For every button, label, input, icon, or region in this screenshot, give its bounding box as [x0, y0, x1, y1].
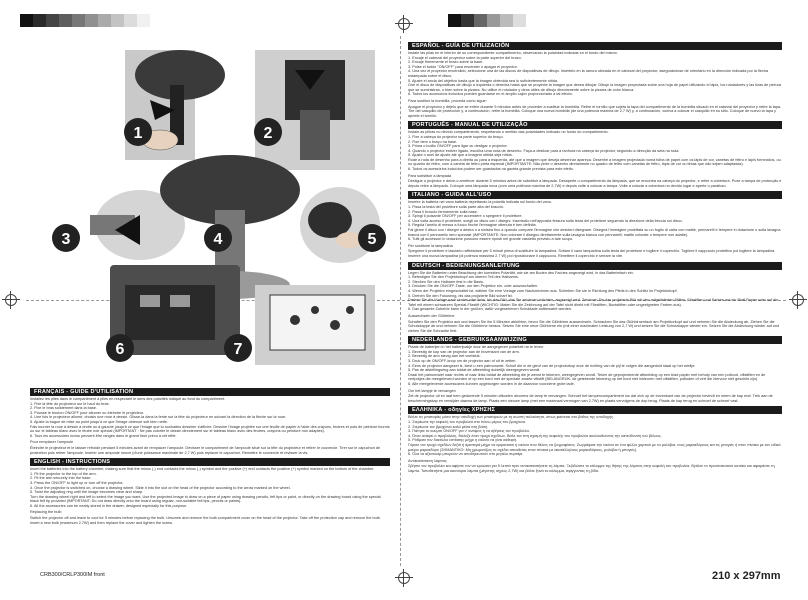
bulb-paragraph: Σβήστε τον προβολέα και αφήστε τον να κρυώσει για 5 λεπτά πριν αντικαταστήσετε τη λάμπα. Ξεβιδώστε το κάλυμμα της θήκης της λάμπας στην κεφαλή του προβολέα. Βγάλτε το προστατευτικό καπάκι και αφαιρέστε τη λάμπα. Τοποθετήστε μια καινούρια λάμπα (μέγιστης ισχύος 2,7W) και βάλτε ξανά το κάλυμμα, σφίγγοντας τη βίδα.	[408, 464, 775, 473]
step-2-illustration	[255, 50, 375, 170]
section-en	[30, 458, 390, 525]
step-4-badge	[204, 224, 232, 252]
section-heading: DEUTSCH - BEDIENUNGSANLEITUNG	[408, 262, 782, 270]
svg-text:1: 1	[133, 125, 143, 142]
svg-text:7: 7	[233, 341, 243, 358]
step-item: 6. Tous les accessoires inclus peuvent être rangés dans le grand tiroir prévu à cet effet.	[30, 433, 177, 438]
registration-mark-bottom	[398, 572, 410, 584]
step-item: 4. Wenn der Projektor eingeschaltet ist, wählen Sie eine Vorlage zum Nachzeichnen aus. Schieben Sie sie in Richtung des Pfeils in den Schlitz im Projektorkopf.	[408, 288, 678, 293]
step-item: 1. Fit the projector to the top of the arm.	[30, 471, 97, 476]
step-item: 3. Spingi il pulsante ON/OFF per accendere o spegnere il proiettore.	[408, 214, 523, 219]
section-el	[408, 406, 782, 473]
step-item: 1. Fixe la tête du projecteur sur le haut du bras.	[30, 401, 110, 406]
step-item: 5. Ajuste la bague de mise au point jusqu'à ce que l'image obtenue soit bien nette.	[30, 419, 169, 424]
step-item: 6. Όλα τα αξεσουάρ μπορούν να αποθηκευτούν στο μεγάλο συρτάρι.	[408, 452, 524, 457]
step-item: 6. Todos os acessórios incluídos podem ser guardados na gaveta grande prevista para este efeito.	[408, 167, 574, 172]
step-item: Installez les piles dans le compartiment à piles en respectant le sens des polarités indiqué au fond du compartiment.	[30, 397, 226, 401]
step-item: 5. Pas de afstellingsring aan totdat de afbeelding duidelijk weergegeven wordt.	[408, 368, 541, 373]
bulb-paragraph: Apague el proyector y déjelo que se enfríe durante 5 minutos antes de proceder a sustituir la bombilla. Retire el tornillo que sujeta la tapa del compartimento de la bombilla situado en el cabezal del proyector y retire la tapa. Tire del casquillo de protección y, a continuación, retire la bombilla. Coloque una nueva bombilla (de una potencia máxima de 2,7 W) y, a continuación, vuelva a colocar el casquillo en su sitio. Coloque de nuevo la tapa y apriete el tornillo.	[408, 104, 782, 118]
step-3-badge	[52, 224, 80, 252]
section-heading: ΕΛΛΗΝΙΚΑ - οδηγίες ΧΡΗΣΗΣ	[408, 406, 782, 414]
cmyk-swatch-strip	[448, 14, 526, 27]
step-item: 2. Στερέωσε τον βραχίονα καλά μέσα στη βάση.	[408, 424, 489, 429]
step-item: 4. Una vez el proyector encendido, seleccione una de las discos de diapositivas de dibujo. Insértelo en la ranura ubicada en el cabezal del proyector, asegurándose de orientarlo en la dirección indicada por la flecha estampada sobre el disco.	[408, 69, 769, 78]
step-item: 4. Une fois le projecteur allumé, choisis une roue à dessin. Glisse-la dans la fente sur la tête du projecteur en suivant la direction de la flèche sur la roue.	[30, 415, 287, 420]
right-text-column	[408, 40, 782, 474]
step-item: 3. Druk op de ON/OFF-knop om de projector aan of uit te zetten.	[408, 359, 517, 364]
step-item: Gire el disco de diapositivas de dibujo a izquierda o derecha hasta que se proyecte la imagen que desea dibujar. Dibuje la imagen proyectada sobre una hoja de papel utilizando el lápiz, los rotuladores y las tizas de pintura que se suministran, o bien sobre la pizarra. No utilice el rotulador y otros útiles de dibujo directamente sobre la pizarra de color blanca.	[408, 83, 781, 92]
section-heading: ITALIANO - GUIDA ALL'USO	[408, 191, 782, 199]
step-item: Turn the drawing wheel right and left to select the image you want. Use the projected image to draw on a piece of paper using drawing pencils, felt tips or paint, or directly on the drawing board using the special black felt tip provided (IMPORTANT: Do not draw directly onto the board using regular, non-suitable felt tips, pencils or paints).	[30, 494, 381, 504]
bulb-paragraph: Switch the projector off and leave to cool for 5 minutes before replacing the bulb. Unscrew and remove the bulb compartment cover on the head of the projector. Take off the protection cap and remove the bulb. Insert a new bulb (maximum 2.7W) and then replace the cover and tighten the screw.	[30, 516, 381, 525]
step-item: 6. Das gesamte Zubehör kann in der großen, dafür vorgesehenen Schublade aufbewahrt werden.	[408, 307, 573, 312]
svg-text:2: 2	[263, 125, 273, 142]
step-item: 5. Ajuste el ancla del objetivo hasta que la imagen obtenida sea lo suficientemente nítida.	[408, 78, 559, 83]
steps-list	[30, 467, 390, 508]
step-item: Γύρισε τον τροχό σχεδίων δεξιά ή αριστερά μέχρι να εμφανιστεί η εικόνα που θέλεις να ζωγραφίσεις. Ζωγράφισε την εικόνα σε ένα φύλλο χαρτιού με τα μολύβια, τους μαρκαδόρους και τις μπογιές ή στον πίνακα με τον ειδικό μαύρο μαρκαδόρο (ΣΗΜΑΝΤΙΚΟ: Μη χρωματίζεις το σχέδιο απευθείας στον πίνακα με ακατάλληλους μαρκαδόρους, μολύβια ή μπογιές).	[408, 442, 781, 452]
step-6-badge	[106, 334, 134, 362]
step-item: 4. Once the projector is switched on, choose a drawing wheel. Slide it into the slot on the head of the projector according to the arrow marked on the wheel.	[30, 485, 291, 490]
gray-swatch-strip	[20, 14, 150, 27]
bulb-subheading: Replacing the bulb	[30, 510, 62, 515]
bulb-subheading: Auswechseln der Glühbirne	[408, 313, 455, 318]
step-item: 2. Fixe bem o braço na base.	[408, 139, 458, 144]
step-item: Fais tourner la roue à dessin à droite ou à gauche jusqu'à ce que l'image que tu souhaites dessiner s'affiche. Dessine l'image projetée sur une feuille de papier à l'aide des crayons, feutres et pots de peinture fournis ou sur le tableau blanc avec le feutre noir spécial (IMPORTANT : Ne pas colorier le dessin directement sur le tableau blanc avec des feutres, crayons ou peinture non adaptés).	[30, 424, 390, 434]
step-item: 1. Στερέωσε την κεφαλή του προβολέα στο πάνω μέρος του βραχίονα.	[408, 420, 527, 424]
step-item: Legen Sie die Batterien unter Beachtung der korrekten Polarität, wie sie am Boden des Faches angezeigt wird, in das Batteriefach ein.	[408, 270, 634, 275]
step-item: Βάλτε τις μπαταρίες μέσα στην υποδοχή των μπαταριών με τη σωστή πολικότητα, όπως φαίνεται στο βάθος της υποδοχής.	[408, 415, 615, 420]
step-1-badge	[124, 118, 152, 146]
section-pt	[408, 121, 782, 188]
step-5-badge	[358, 224, 386, 252]
section-fr	[30, 388, 390, 455]
bulb-subheading: Para substituir a lâmpada	[408, 173, 452, 178]
step-item: 6. Todos los accesorios incluidos pueden guardarse en el amplio cajón proporcionado a tal efecto.	[408, 92, 573, 97]
section-de	[408, 262, 782, 334]
section-heading: PORTUGUÊS - MANUAL DE UTILIZAÇÃO	[408, 121, 782, 129]
step-item: Insert the batteries into the battery chamber, making sure that the minus (-) end contacts the minus (-) symbol and the positive (+) end contacts the positive (+) symbol marked on the bottom of the chamber.	[30, 467, 375, 472]
step-item: 4. Una volta acceso il proiettore, scegli un disco con i disegni. Inseriscilo nell'apposita fessura sulla testa del proiettore seguendo la direzione della freccia sul disco.	[408, 218, 683, 223]
step-item: 5. Twist the adjusting ring until the image becomes clear and sharp.	[30, 490, 144, 495]
section-heading: ENGLISH - INSTRUCTIONS	[30, 458, 390, 466]
step-item: Instale as pilhas no devido compartimento, respeitando o sentido das polaridades indicado no fundo do compartimento.	[408, 130, 609, 135]
registration-mark-left	[5, 294, 17, 306]
bulb-subheading: Om het lampje te vervangen	[408, 388, 456, 393]
step-item: 1. Befestigen Sie den Projektorkopf am oberen Teil des Halbarms.	[408, 275, 519, 280]
registration-mark-top	[398, 18, 410, 30]
step-item: 5. Regola l'anello di messa a fuoco finché l'immagine ottenuta è ben definita.	[408, 223, 537, 228]
step-7-illustration	[255, 285, 375, 365]
step-item: 3. Pulse el botón "ON/OFF" para encender o apagar el proyector.	[408, 64, 518, 69]
svg-text:6: 6	[115, 341, 125, 358]
step-item: 2. Stecken Sie den Halbarm fest in die Basis.	[408, 279, 484, 284]
step-7-badge	[224, 334, 252, 362]
bulb-subheading: Αντικατάσταση λάμπας	[408, 458, 447, 463]
left-text-column	[30, 386, 390, 525]
bulb-subheading: Para sustituir la bombilla, proceda como sigue:	[408, 98, 487, 103]
step-item: 2. Fixe le bras solidement dans la base.	[30, 406, 97, 411]
section-heading: ESPAÑOL - GUÍA DE UTILIZACIÓN	[408, 42, 782, 50]
step-item: Instale las pilas en el interior de su correspondiente compartimento, observando la polaridad indicada en el fondo del mismo.	[408, 51, 618, 55]
step-item: 3. Drücken Sie die ON/OFF-Taste, um den Projektor ein- oder auszuschalten.	[408, 284, 539, 289]
bulb-subheading: Pour remplacer l'ampoule	[30, 440, 74, 445]
step-item: 3. Prima o botão ON/OFF para ligar ou desligar o projector.	[408, 144, 508, 149]
step-item: 1. Encaje el cabezal del proyector sobre la parte superior del brazo.	[408, 55, 522, 60]
step-item: 5. Drehen Sie den Fokusring, bis das projizierte Bild scharf ist.	[408, 293, 513, 298]
svg-text:5: 5	[367, 231, 377, 248]
svg-text:3: 3	[61, 231, 71, 248]
step-item: 3. Πάτησε το κουμπί ON/OFF για ν' ανάψεις ή να σβήσεις τον προβολέα.	[408, 429, 530, 434]
step-item: 5. Ρύθμισε τον δακτύλιο εστίασης μέχρι η εικόνα να γίνει καθαρή.	[408, 438, 517, 443]
section-es	[408, 42, 782, 118]
section-heading: NEDERLANDS - GEBRUIKSAANWIJZING	[408, 336, 782, 344]
bulb-paragraph: Desligue o projector e deixe-o arrefecer durante 5 minutos antes de substituir a lâmpada. Desaperte o compartimento da lâmpada, que se encontra na cabeça do projector, e retire a cobertura. Puxe a tampa de protecção e depois retire a lâmpada. Coloque uma lâmpada nova (com uma potência máxima de 2,7W) e depois volte a colocar a tampa. Volte a colocar a cobertura no devido lugar e aperte o parafuso.	[408, 179, 782, 188]
step-item: 1. Fissa la testa del proiettore sulla parte alta del braccio.	[408, 205, 505, 210]
section-nl	[408, 336, 782, 403]
bulb-paragraph: Éteindre le projecteur et le laisser refroidir pendant 5 minutes avant de remplacer l'ampoule. Dévisser le compartiment de l'ampoule situé sur la tête du projecteur et retirer le couvercle. Tirer sur le capuchon de protection puis retirer l'ampoule. Insérer une ampoule neuve (d'une puissance maximale de 2,7 W) puis replacer le capuchon. Remettre le couvercle et revisser la vis.	[30, 445, 381, 455]
step-item: 1. Fixe a cabeça do projector na parte superior do braço.	[408, 134, 504, 139]
step-item: Draai het patroonwiel naar rechts of naar links totdat de afbeelding die je wenst te tekenen, weergegeven wordt. Teken de geprojecteerde afbeelding op een blad papier met behulp van een potlood, viltstiften en de verfpotjes die meegeleverd worden of op een bord met de speciale zwarte viltstift (BELANGRIJK: de getekende tekening op het bord niet inkleuren met viltstiften, potloden of verf die hiervoor niet geschikt zijn).	[408, 372, 766, 382]
page-size-label: 210 x 297mm	[712, 570, 781, 582]
step-item: Rode a roda de desenho para a direita ou para a esquerda, até que a imagem que deseja desenhar apareça. Desenhe a imagem projectada numa folha de papel com os lápis de cor, canetas de feltro e lápis fornecidos, ou no quadro de feltro, com a caneta de feltro preta especial (IMPORTANTE: Não pinte o desenho diretamente no quadro de feltro com canetas de feltro, lápis de cor ou tintas que não sejam adaptadas).	[408, 157, 781, 167]
step-item: 6. Tutti gli accessori in dotazione possono essere riposti nel grande cassetto previsto a tale scopo.	[408, 237, 574, 242]
step-item: 1. Bevestig de kop van de projector aan de bovenkant van de arm.	[408, 349, 520, 354]
step-item: 4. Eens de projector aangezet is, kiest u een patroonwiel. Schuif die in de gleuf van de projectorkop door de richting van de pijl te volgen die aangeduid staat op het wieltje.	[408, 363, 696, 368]
step-2-badge	[254, 118, 282, 146]
step-item: 3. Press the ON/OFF to light up or turn off the projector.	[30, 480, 124, 485]
step-item: 4. Όταν ανάψει ο προβολέας, διάλεξε έναν τροχό σχεδίων. Βάλε τον στη σχισμή της κεφαλής του προβολέα ακολουθώντας την κατεύθυνση του βέλους.	[408, 433, 662, 438]
section-heading: FRANÇAIS - GUIDE D'UTILISATION	[30, 388, 390, 396]
step-item: Fai girare il disco con i disegni a destra o a sinistra fino a quando compare l'immagine che desideri disegnare. Disegna l'immagine proiettata su un foglio di carta con matite, pennarelli e tempere in dotazione o sulla lavagna bianca con il pennarello nero speciale (IMPORTANTE: Non colorare il disegno direttamente sulla lavagna bianca con pennarelli, matite colorate o tempere non adatte).	[408, 228, 781, 237]
document-code: CRB300/CRLP300IM front	[40, 572, 105, 578]
step-item: Inserire la batteria nel vano batteria rispettando la polarità indicata sul fondo del vano.	[408, 200, 552, 205]
step-item: Drehen Sie die Vorlage nach rechts oder links, bis das Bild, das Sie zeichnen möchten, angezeigt wird. Zeichnen Sie das projizierte Bild mit den mitgelieferten Stiften, Filzstiften und Farben auf ein Blatt Papier oder auf die Tafel mit einem schwarzen Spezial-Filzstift (WICHTIG: Malen Sie die Zeichnung auf der Tafel nicht direkt mit Filzstiften, Buntstiften oder ungeeigneten Farben aus).	[408, 298, 779, 307]
step-item: 5. Ajuste o anel de ajuste até que a imagem obtida seja nítida.	[408, 153, 513, 158]
bulb-paragraph: Schalten Sie den Projektor aus und lassen Sie ihn 5 Minuten abkühlen, bevor Sie die Glühbirne auswechseln. Schrauben Sie das Glühbirnenfach am Projektorkopf auf und nehmen Sie die Abdeckung ab. Ziehen Sie die Schutzkappe ab und nehmen Sie die Glühbirne heraus. Setzen Sie eine neue Glühbirne ein (mit einer maximalen Leistung von 2,7 W) und setzen Sie die Schutzkappe wieder ein. Setzen Sie die Abdeckung wieder auf und ziehen Sie die Schraube fest.	[408, 319, 780, 333]
step-item: Plaats de batterijen in het batterijvakje door de aangegeven polariteit na te leven.	[408, 345, 545, 350]
bulb-subheading: Per sostituire la lampadina	[408, 243, 453, 248]
step-item: 2. Fissa il braccio fermamente sulla base.	[408, 209, 478, 214]
step-item: 6. All the accessories can be neatly stored in the drawer, designed especially for this purpose.	[30, 503, 188, 508]
step-item: 2. Bevestig de arm stevig aan het voetstuk.	[408, 354, 481, 359]
step-item: 2. Encaje firmemente el brazo sobre la base.	[408, 60, 484, 65]
steps-list	[30, 397, 390, 438]
svg-text:4: 4	[213, 231, 223, 248]
step-item: 6. Alle meegeleverde accessoires kunnen opgeborgen worden in de daarvoor voorziene grote lade.	[408, 382, 575, 387]
bulb-paragraph: Zet de projector uit en laat hem gedurende 5 minuten afkoelen alvorens de lamp te vervangen. Schroef het lampencompartiment los dat zich op de bovenkant van de projector bevindt en neem de kap eraf. Trek aan de beschermingskap en verwijder daarna de lamp. Plaats een nieuwe lamp (met een maximaal vermogen van 2,7W) en plaats vervolgens de dop terug. Plaats de kap terug en schroef de schroef vast.	[408, 394, 773, 403]
assembly-illustrations	[30, 40, 390, 380]
step-item: 2. Fit the arm securely into the base.	[30, 476, 92, 481]
bulb-paragraph: Spegnere il proiettore e lasciarlo raffreddare per 5 minuti prima di sostituire la lampadina. Svitare il vano lampadina sulla testa del proiettore e togliere il coperchio. Togliere il cappuccio protettivo poi togliere la lampadina. Inserire una nuova lampadina (di potenza massima 2,7 W) poi riposizionare il cappuccio. Rimettere il coperchio e serrare la vite.	[408, 249, 776, 258]
step-item: 3. Pousse le bouton ON/OFF pour allumer ou éteindre le projecteur.	[30, 410, 144, 415]
step-item: 4. Quando o projector estiver ligado, escolha uma roda de desenho. Faça-a deslizar para a ranhura na cabeça do projector, seguindo a direcção da seta na roda.	[408, 148, 680, 153]
registration-mark-right	[792, 294, 804, 306]
section-it	[408, 191, 782, 258]
